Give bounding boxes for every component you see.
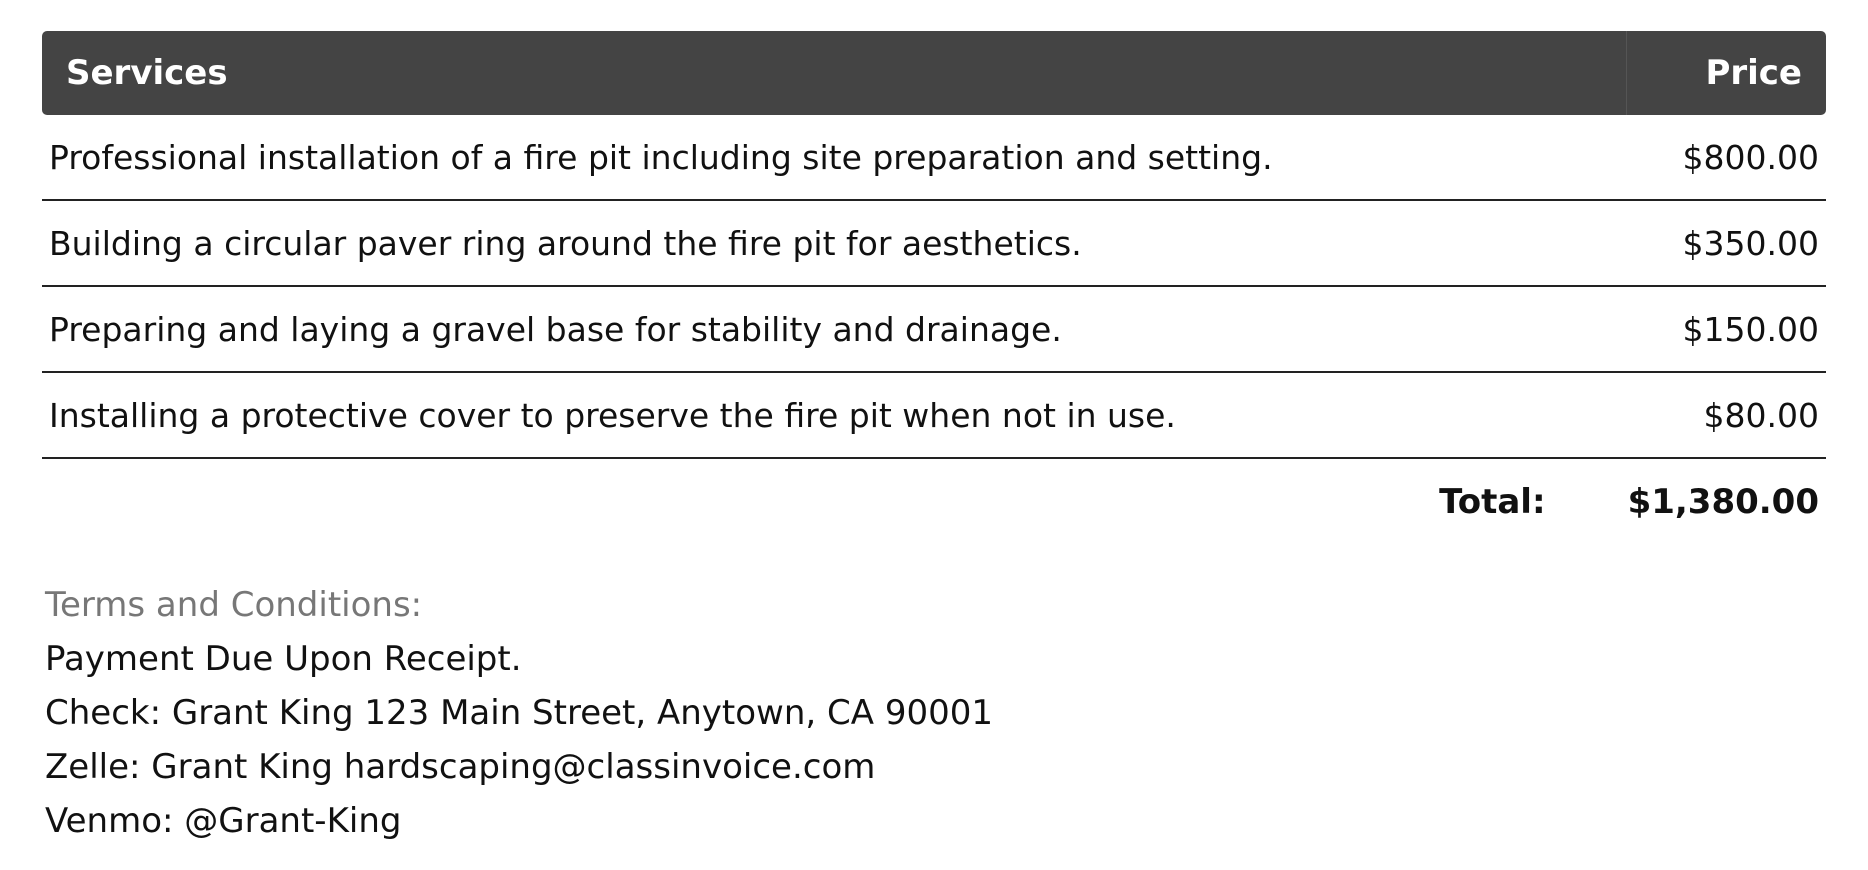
service-price: $800.00 [1682,137,1819,177]
total-row [42,459,1826,545]
service-price: $350.00 [1682,223,1819,263]
check-payment-line: Check: Grant King 123 Main Street, Anytown, CA 90001 [45,693,993,733]
service-price: $80.00 [1703,395,1819,435]
table-row [42,201,1826,287]
total-label: Total: [1439,482,1546,522]
service-description: Building a circular paver ring around the fire pit for aesthetics. [49,223,1082,263]
table-row [42,287,1826,373]
terms-section [45,578,993,848]
table-header [42,31,1826,115]
table-row [42,373,1826,459]
payment-terms-line: Payment Due Upon Receipt. [45,639,522,679]
total-value: $1,380.00 [1627,482,1819,522]
price-column-header: Price [1626,31,1826,115]
services-column-header: Services [66,53,228,93]
service-description: Installing a protective cover to preserve the fire pit when not in use. [49,395,1176,435]
service-description: Preparing and laying a gravel base for stability and drainage. [49,309,1062,349]
services-table [42,31,1826,545]
venmo-payment-line: Venmo: @Grant-King [45,801,402,841]
terms-heading: Terms and Conditions: [45,585,423,625]
table-row [42,115,1826,201]
zelle-payment-line: Zelle: Grant King hardscaping@classinvoice.com [45,747,876,787]
service-description: Professional installation of a fire pit including site preparation and setting. [49,137,1273,177]
service-price: $150.00 [1682,309,1819,349]
